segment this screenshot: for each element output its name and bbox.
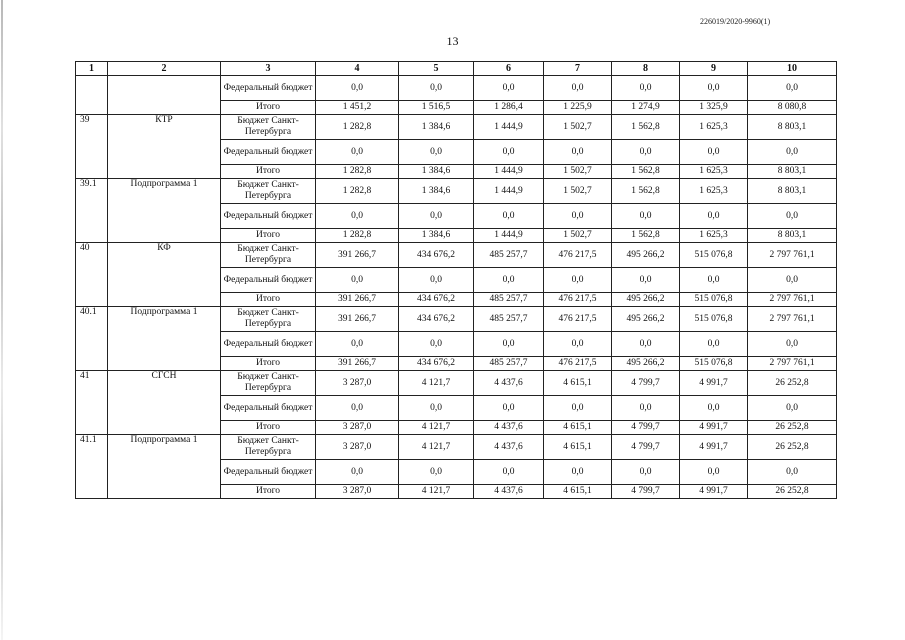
year-value-cell: 0,0 (316, 396, 399, 421)
year-value-cell: 495 266,2 (612, 293, 680, 307)
year-value-cell: 0,0 (316, 332, 399, 357)
year-value-cell: 1 325,9 (680, 101, 748, 115)
scan-edge-artifact (1, 0, 3, 640)
total-value-cell: 2 797 761,1 (748, 307, 837, 332)
column-number-header-row (76, 62, 837, 76)
funding-source-cell: Федеральный бюджет (221, 204, 316, 229)
year-value-cell: 4 991,7 (680, 435, 748, 460)
year-value-cell: 4 991,7 (680, 485, 748, 499)
year-value-cell: 0,0 (316, 140, 399, 165)
year-value-cell: 391 266,7 (316, 293, 399, 307)
funding-source-cell: Итого (221, 293, 316, 307)
row-number-cell: 39 (76, 115, 108, 179)
year-value-cell: 4 121,7 (399, 371, 474, 396)
year-value-cell: 391 266,7 (316, 357, 399, 371)
year-value-cell: 434 676,2 (399, 243, 474, 268)
row-number-cell: 41.1 (76, 435, 108, 499)
year-value-cell: 1 384,6 (399, 229, 474, 243)
total-value-cell: 8 080,8 (748, 101, 837, 115)
program-name-cell: Подпрограмма 1 (108, 435, 221, 499)
year-value-cell: 515 076,8 (680, 307, 748, 332)
year-value-cell: 495 266,2 (612, 243, 680, 268)
year-value-cell: 1 444,9 (474, 165, 544, 179)
year-value-cell: 1 444,9 (474, 179, 544, 204)
column-header: 1 (76, 62, 108, 76)
year-value-cell: 0,0 (316, 204, 399, 229)
year-value-cell: 4 437,6 (474, 435, 544, 460)
year-value-cell: 0,0 (474, 204, 544, 229)
row-number-cell: 41 (76, 371, 108, 435)
column-header: 4 (316, 62, 399, 76)
year-value-cell: 1 282,8 (316, 115, 399, 140)
table-row (76, 76, 837, 101)
year-value-cell: 434 676,2 (399, 293, 474, 307)
program-name-cell: КФ (108, 243, 221, 307)
column-header: 8 (612, 62, 680, 76)
year-value-cell: 3 287,0 (316, 371, 399, 396)
column-header: 5 (399, 62, 474, 76)
program-name-cell: КТР (108, 115, 221, 179)
year-value-cell: 1 444,9 (474, 115, 544, 140)
year-value-cell: 476 217,5 (544, 307, 612, 332)
year-value-cell: 1 562,8 (612, 229, 680, 243)
total-value-cell: 8 803,1 (748, 229, 837, 243)
year-value-cell: 495 266,2 (612, 357, 680, 371)
year-value-cell: 1 384,6 (399, 165, 474, 179)
year-value-cell: 0,0 (612, 76, 680, 101)
year-value-cell: 4 615,1 (544, 421, 612, 435)
year-value-cell: 485 257,7 (474, 293, 544, 307)
year-value-cell: 3 287,0 (316, 485, 399, 499)
total-value-cell: 0,0 (748, 332, 837, 357)
total-value-cell: 0,0 (748, 396, 837, 421)
year-value-cell: 0,0 (474, 460, 544, 485)
year-value-cell: 4 991,7 (680, 421, 748, 435)
year-value-cell: 0,0 (399, 332, 474, 357)
column-header: 6 (474, 62, 544, 76)
year-value-cell: 1 562,8 (612, 165, 680, 179)
year-value-cell: 0,0 (544, 332, 612, 357)
year-value-cell: 1 502,7 (544, 179, 612, 204)
page-number: 13 (446, 34, 459, 48)
year-value-cell: 0,0 (680, 460, 748, 485)
year-value-cell: 0,0 (316, 460, 399, 485)
year-value-cell: 0,0 (680, 204, 748, 229)
year-value-cell: 4 799,7 (612, 435, 680, 460)
year-value-cell: 4 121,7 (399, 485, 474, 499)
total-value-cell: 26 252,8 (748, 435, 837, 460)
funding-source-cell: Федеральный бюджет (221, 396, 316, 421)
year-value-cell: 4 615,1 (544, 485, 612, 499)
year-value-cell: 515 076,8 (680, 357, 748, 371)
column-header: 3 (221, 62, 316, 76)
year-value-cell: 0,0 (399, 268, 474, 293)
total-value-cell: 0,0 (748, 204, 837, 229)
budget-table (75, 61, 837, 499)
year-value-cell: 0,0 (612, 460, 680, 485)
funding-source-cell: Бюджет Санкт-Петербурга (221, 115, 316, 140)
funding-source-cell: Итого (221, 229, 316, 243)
total-value-cell: 8 803,1 (748, 115, 837, 140)
total-value-cell: 2 797 761,1 (748, 293, 837, 307)
year-value-cell: 0,0 (316, 268, 399, 293)
row-number-cell: 39.1 (76, 179, 108, 243)
year-value-cell: 4 799,7 (612, 371, 680, 396)
year-value-cell: 0,0 (474, 332, 544, 357)
total-value-cell: 0,0 (748, 268, 837, 293)
program-name-cell: СГСН (108, 371, 221, 435)
year-value-cell: 4 799,7 (612, 421, 680, 435)
year-value-cell: 434 676,2 (399, 307, 474, 332)
year-value-cell: 1 384,6 (399, 115, 474, 140)
total-value-cell: 26 252,8 (748, 421, 837, 435)
year-value-cell: 1 384,6 (399, 179, 474, 204)
year-value-cell: 1 282,8 (316, 179, 399, 204)
year-value-cell: 1 562,8 (612, 115, 680, 140)
total-value-cell: 0,0 (748, 76, 837, 101)
row-number-cell: 40 (76, 243, 108, 307)
year-value-cell: 1 625,3 (680, 165, 748, 179)
year-value-cell: 485 257,7 (474, 243, 544, 268)
year-value-cell: 1 625,3 (680, 179, 748, 204)
year-value-cell: 495 266,2 (612, 307, 680, 332)
year-value-cell: 485 257,7 (474, 357, 544, 371)
column-header: 10 (748, 62, 837, 76)
row-number-cell (76, 76, 108, 115)
year-value-cell: 0,0 (474, 268, 544, 293)
year-value-cell: 0,0 (680, 396, 748, 421)
total-value-cell: 8 803,1 (748, 179, 837, 204)
year-value-cell: 0,0 (474, 396, 544, 421)
funding-source-cell: Бюджет Санкт-Петербурга (221, 307, 316, 332)
year-value-cell: 1 225,9 (544, 101, 612, 115)
year-value-cell: 0,0 (612, 204, 680, 229)
year-value-cell: 0,0 (612, 140, 680, 165)
year-value-cell: 4 437,6 (474, 421, 544, 435)
year-value-cell: 0,0 (399, 76, 474, 101)
program-name-cell (108, 76, 221, 115)
year-value-cell: 0,0 (399, 140, 474, 165)
funding-source-cell: Федеральный бюджет (221, 332, 316, 357)
program-name-cell: Подпрограмма 1 (108, 179, 221, 243)
year-value-cell: 4 437,6 (474, 371, 544, 396)
funding-source-cell: Бюджет Санкт-Петербурга (221, 243, 316, 268)
column-header: 7 (544, 62, 612, 76)
total-value-cell: 0,0 (748, 460, 837, 485)
year-value-cell: 3 287,0 (316, 435, 399, 460)
funding-source-cell: Итого (221, 101, 316, 115)
row-number-cell: 40.1 (76, 307, 108, 371)
year-value-cell: 0,0 (680, 140, 748, 165)
document-id: 226019/2020-9960(1) (700, 17, 771, 26)
year-value-cell: 515 076,8 (680, 293, 748, 307)
year-value-cell: 0,0 (544, 396, 612, 421)
year-value-cell: 1 562,8 (612, 179, 680, 204)
year-value-cell: 391 266,7 (316, 243, 399, 268)
year-value-cell: 1 286,4 (474, 101, 544, 115)
year-value-cell: 515 076,8 (680, 243, 748, 268)
year-value-cell: 1 502,7 (544, 115, 612, 140)
year-value-cell: 4 615,1 (544, 435, 612, 460)
year-value-cell: 0,0 (474, 76, 544, 101)
funding-source-cell: Итого (221, 485, 316, 499)
table-body (76, 76, 837, 499)
total-value-cell: 26 252,8 (748, 371, 837, 396)
year-value-cell: 0,0 (544, 204, 612, 229)
year-value-cell: 1 282,8 (316, 165, 399, 179)
year-value-cell: 0,0 (544, 268, 612, 293)
funding-source-cell: Федеральный бюджет (221, 460, 316, 485)
year-value-cell: 476 217,5 (544, 243, 612, 268)
year-value-cell: 0,0 (474, 140, 544, 165)
table-row (76, 179, 837, 204)
year-value-cell: 0,0 (399, 396, 474, 421)
year-value-cell: 1 625,3 (680, 115, 748, 140)
funding-source-cell: Бюджет Санкт-Петербурга (221, 179, 316, 204)
year-value-cell: 4 615,1 (544, 371, 612, 396)
year-value-cell: 1 516,5 (399, 101, 474, 115)
table-row (76, 371, 837, 396)
year-value-cell: 1 625,3 (680, 229, 748, 243)
year-value-cell: 0,0 (612, 332, 680, 357)
year-value-cell: 0,0 (544, 76, 612, 101)
year-value-cell: 0,0 (399, 460, 474, 485)
year-value-cell: 1 451,2 (316, 101, 399, 115)
total-value-cell: 0,0 (748, 140, 837, 165)
program-name-cell: Подпрограмма 1 (108, 307, 221, 371)
table-row (76, 115, 837, 140)
year-value-cell: 0,0 (680, 268, 748, 293)
year-value-cell: 485 257,7 (474, 307, 544, 332)
year-value-cell: 0,0 (544, 460, 612, 485)
table-row (76, 307, 837, 332)
year-value-cell: 0,0 (612, 268, 680, 293)
total-value-cell: 2 797 761,1 (748, 357, 837, 371)
table-row (76, 243, 837, 268)
funding-source-cell: Итого (221, 165, 316, 179)
year-value-cell: 0,0 (544, 140, 612, 165)
year-value-cell: 476 217,5 (544, 293, 612, 307)
year-value-cell: 0,0 (612, 396, 680, 421)
year-value-cell: 0,0 (399, 204, 474, 229)
funding-source-cell: Итого (221, 357, 316, 371)
total-value-cell: 2 797 761,1 (748, 243, 837, 268)
year-value-cell: 4 799,7 (612, 485, 680, 499)
year-value-cell: 4 991,7 (680, 371, 748, 396)
year-value-cell: 1 502,7 (544, 165, 612, 179)
year-value-cell: 4 121,7 (399, 421, 474, 435)
funding-source-cell: Федеральный бюджет (221, 268, 316, 293)
funding-source-cell: Бюджет Санкт-Петербурга (221, 371, 316, 396)
table-row (76, 435, 837, 460)
year-value-cell: 1 444,9 (474, 229, 544, 243)
column-header: 9 (680, 62, 748, 76)
year-value-cell: 0,0 (680, 76, 748, 101)
funding-source-cell: Бюджет Санкт-Петербурга (221, 435, 316, 460)
funding-source-cell: Итого (221, 421, 316, 435)
total-value-cell: 26 252,8 (748, 485, 837, 499)
total-value-cell: 8 803,1 (748, 165, 837, 179)
year-value-cell: 4 121,7 (399, 435, 474, 460)
year-value-cell: 1 502,7 (544, 229, 612, 243)
year-value-cell: 1 274,9 (612, 101, 680, 115)
column-header: 2 (108, 62, 221, 76)
year-value-cell: 1 282,8 (316, 229, 399, 243)
funding-source-cell: Федеральный бюджет (221, 76, 316, 101)
year-value-cell: 0,0 (680, 332, 748, 357)
year-value-cell: 3 287,0 (316, 421, 399, 435)
year-value-cell: 391 266,7 (316, 307, 399, 332)
funding-source-cell: Федеральный бюджет (221, 140, 316, 165)
year-value-cell: 476 217,5 (544, 357, 612, 371)
year-value-cell: 4 437,6 (474, 485, 544, 499)
year-value-cell: 434 676,2 (399, 357, 474, 371)
year-value-cell: 0,0 (316, 76, 399, 101)
